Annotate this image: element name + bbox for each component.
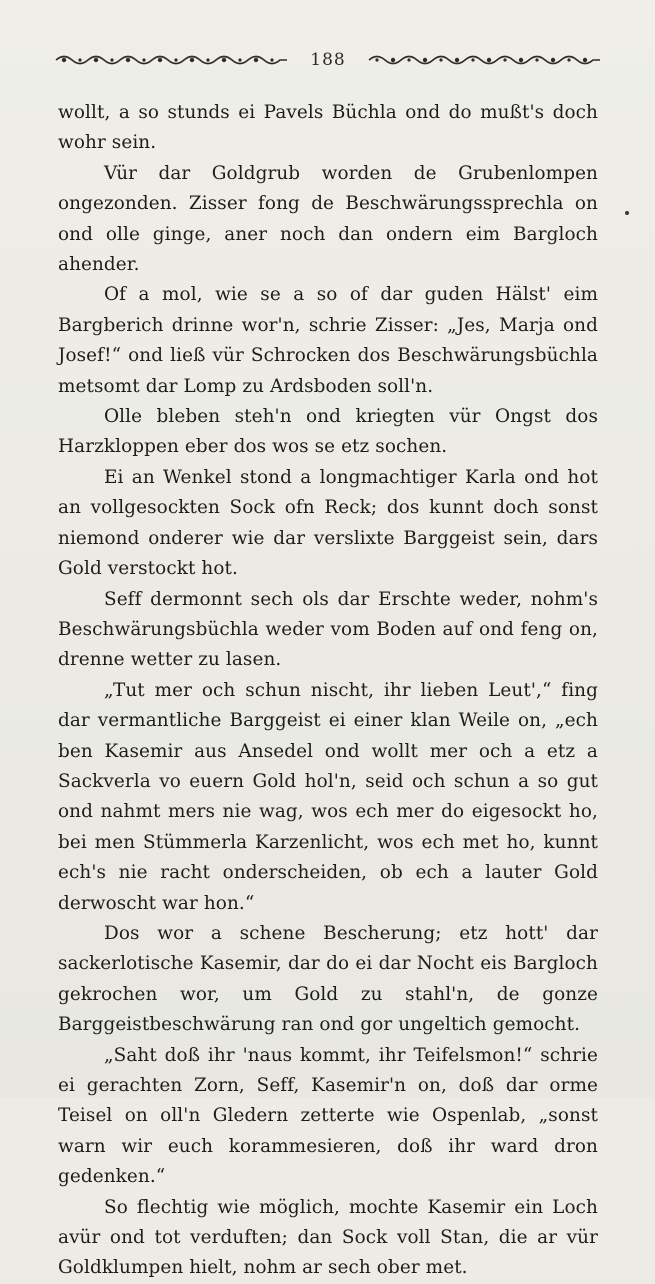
paragraph: „Saht doß ihr 'naus kommt, ihr Teifelsmon!“ schrie ei gerachten Zorn, Seff, Kasemir'n on, doß dar orme Teisel on oll'n Gledern zetterte wie Ospenlab, „sonst warn wir euch korammesieren, doß ihr ward dron gedenken.“ [58, 1044, 598, 1188]
paragraph: „Tut mer och schun nischt, ihr lieben Leut',“ fing dar vermantliche Barggeist ei einer klan Weile on, „ech ben Kasemir aus Ansedel ond wollt mer och a etz a Sackverla vo euern Gold hol'n, seid och schun a so gut ond nahmt mers nie wag, wos ech mer do eigesockt ho, bei men Stümmerla Karzenlicht, wos ech met ho, kunnt ech's nie racht onderscheiden, ob ech a lauter Gold derwoscht war hon.“ [58, 679, 598, 914]
paragraph: Seff dermonnt sech ols dar Erschte weder, nohm's Beschwärungsbüchla weder vom Boden auf ond feng on, drenne wetter zu lasen. [58, 588, 598, 671]
page-header [54, 46, 602, 74]
paragraph: Ei an Wenkel stond a longmachtiger Karla ond hot an vollgesockten Sock ofn Reck; dos kunnt doch sonst niemond onderer wie dar verslixte Barggeist sein, dars Gold verstockt hot. [58, 466, 598, 580]
paragraph: Dos wor a schene Bescherung; etz hott' dar sackerlotische Kasemir, dar do ei dar Nocht eis Bargloch gekrochen wor, um Gold zu stahl'n, de gonze Barggeistbeschwärung ran ond gor ungeltich gemocht. [58, 922, 598, 1036]
paragraph: So flechtig wie möglich, mochte Kasemir ein Loch avür ond tot verduften; dan Sock voll Stan, die ar vür Goldklumpen hielt, nohm ar sech ober met. [58, 1196, 598, 1279]
margin-mark [625, 211, 629, 215]
left-ornament-icon [54, 53, 289, 67]
paragraph: Vür dar Goldgrub worden de Grubenlompen ongezonden. Zisser fong de Beschwärungssprechla on ond olle ginge, aner noch dan ondern eim Bargloch ahender. [58, 162, 598, 276]
paragraph: Of a mol, wie se a so of dar guden Hälst' eim Bargberich drinne wor'n, schrie Zisser: „Jes, Marja ond Josef!“ ond ließ vür Schrocken dos Beschwärungsbüchla metsomt dar Lomp zu Ardsboden soll'n. [58, 284, 598, 397]
body-text [58, 98, 598, 1284]
right-ornament-icon [367, 53, 602, 67]
paragraph: wollt, a so stunds ei Pavels Büchla ond do mußt's doch wohr sein. [58, 102, 598, 154]
paragraph: Olle bleben steh'n ond kriegten vür Ongst dos Harzkloppen eber dos wos se etz sochen. [58, 406, 598, 458]
page-number: 188 [310, 50, 346, 70]
